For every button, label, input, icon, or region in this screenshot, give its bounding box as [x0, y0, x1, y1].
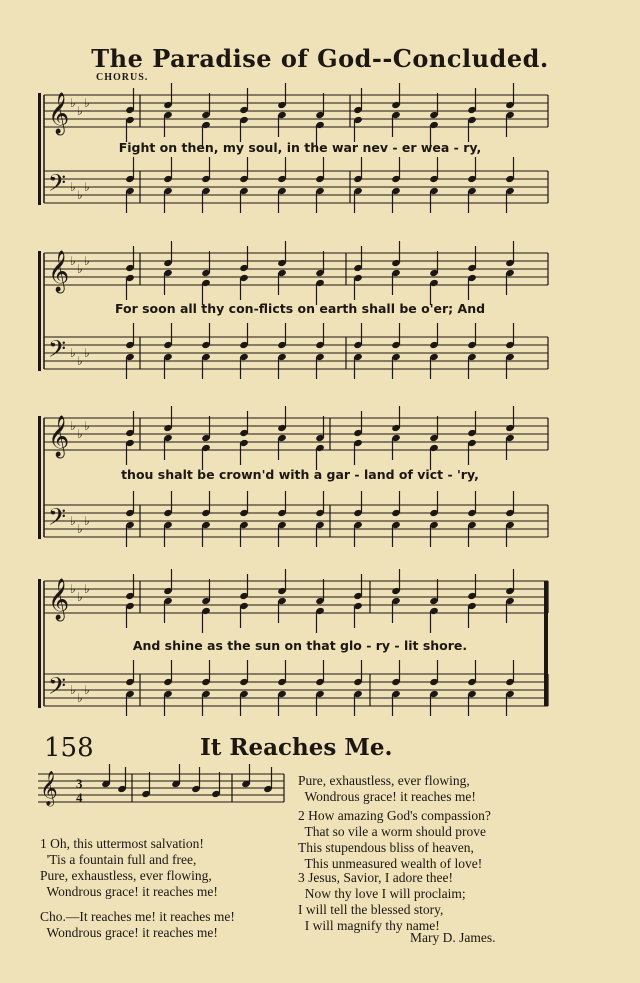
- chorus-label: CHORUS.: [96, 72, 149, 83]
- flat-sign: ♭: [84, 180, 90, 194]
- flat-sign: ♭: [70, 346, 76, 360]
- lyric-line-2: For soon all thy con-flicts on earth shall be o'er; And: [114, 301, 486, 316]
- flat-sign: ♭: [70, 180, 76, 194]
- flat-sign: ♭: [70, 582, 76, 596]
- verse-3: 3 Jesus, Savior, I adore thee! Now thy love I will proclaim; I will tell the blessed story, I will magnify thy name!: [298, 870, 466, 933]
- time-sig-bottom: 4: [76, 790, 83, 805]
- treble-clef: 𝄞: [48, 579, 70, 620]
- flat-sign: ♭: [84, 96, 90, 110]
- flat-sign: ♭: [70, 419, 76, 433]
- lyric-line-4: And shine as the sun on that glo - ry - lit shore.: [132, 638, 468, 653]
- bass-clef: 𝄢: [48, 169, 67, 202]
- hymn-158-music-excerpt: [36, 764, 286, 824]
- bass-clef: 𝄢: [48, 335, 67, 368]
- treble-clef: 𝄞: [48, 251, 70, 292]
- chorus-text: Cho.—It reaches me! it reaches me! Wondrous grace! it reaches me!: [40, 909, 235, 940]
- verse-1: 1 Oh, this uttermost salvation! 'Tis a fountain full and free, Pure, exhaustless, ever flowing, Wondrous grace! it reaches me!: [40, 836, 218, 899]
- flat-sign: ♭: [84, 419, 90, 433]
- time-sig-top: 3: [76, 776, 83, 791]
- system-brace: [38, 579, 41, 708]
- system-brace: [38, 251, 41, 371]
- treble-clef: 𝄞: [48, 416, 70, 457]
- flat-sign: ♭: [84, 254, 90, 268]
- treble-clef: 𝄞: [40, 771, 58, 806]
- page-title: The Paradise of God--Concluded.: [91, 44, 549, 73]
- flat-sign: ♭: [77, 262, 83, 276]
- hymn-title: It Reaches Me.: [200, 734, 393, 761]
- flat-sign: ♭: [77, 691, 83, 705]
- flat-sign: ♭: [70, 683, 76, 697]
- flat-sign: ♭: [70, 254, 76, 268]
- author: Mary D. James.: [410, 930, 496, 945]
- lyric-line-3: thou shalt be crown'd with a gar - land of vict - 'ry,: [121, 467, 479, 482]
- flat-sign: ♭: [84, 683, 90, 697]
- flat-sign: ♭: [84, 582, 90, 596]
- verse-2: 2 How amazing God's compassion? That so vile a worm should prove This stupendous bliss of heaven, This unmeasured wealth of love!: [298, 808, 491, 871]
- flat-sign: ♭: [84, 514, 90, 528]
- flat-sign: ♭: [77, 354, 83, 368]
- verse-1-continued: Pure, exhaustless, ever flowing, Wondrous grace! it reaches me!: [298, 773, 476, 804]
- bass-clef: 𝄢: [48, 672, 67, 705]
- bass-clef: 𝄢: [48, 503, 67, 536]
- flat-sign: ♭: [77, 188, 83, 202]
- flat-sign: ♭: [77, 522, 83, 536]
- system-brace: [38, 416, 41, 539]
- flat-sign: ♭: [84, 346, 90, 360]
- system-brace: [38, 93, 41, 205]
- flat-sign: ♭: [70, 96, 76, 110]
- flat-sign: ♭: [77, 104, 83, 118]
- hymn-number: 158: [44, 733, 94, 763]
- flat-sign: ♭: [77, 590, 83, 604]
- lyric-line-1: Fight on then, my soul, in the war nev - er wea - ry,: [118, 140, 482, 155]
- flat-sign: ♭: [77, 427, 83, 441]
- flat-sign: ♭: [70, 514, 76, 528]
- treble-clef: 𝄞: [48, 93, 70, 134]
